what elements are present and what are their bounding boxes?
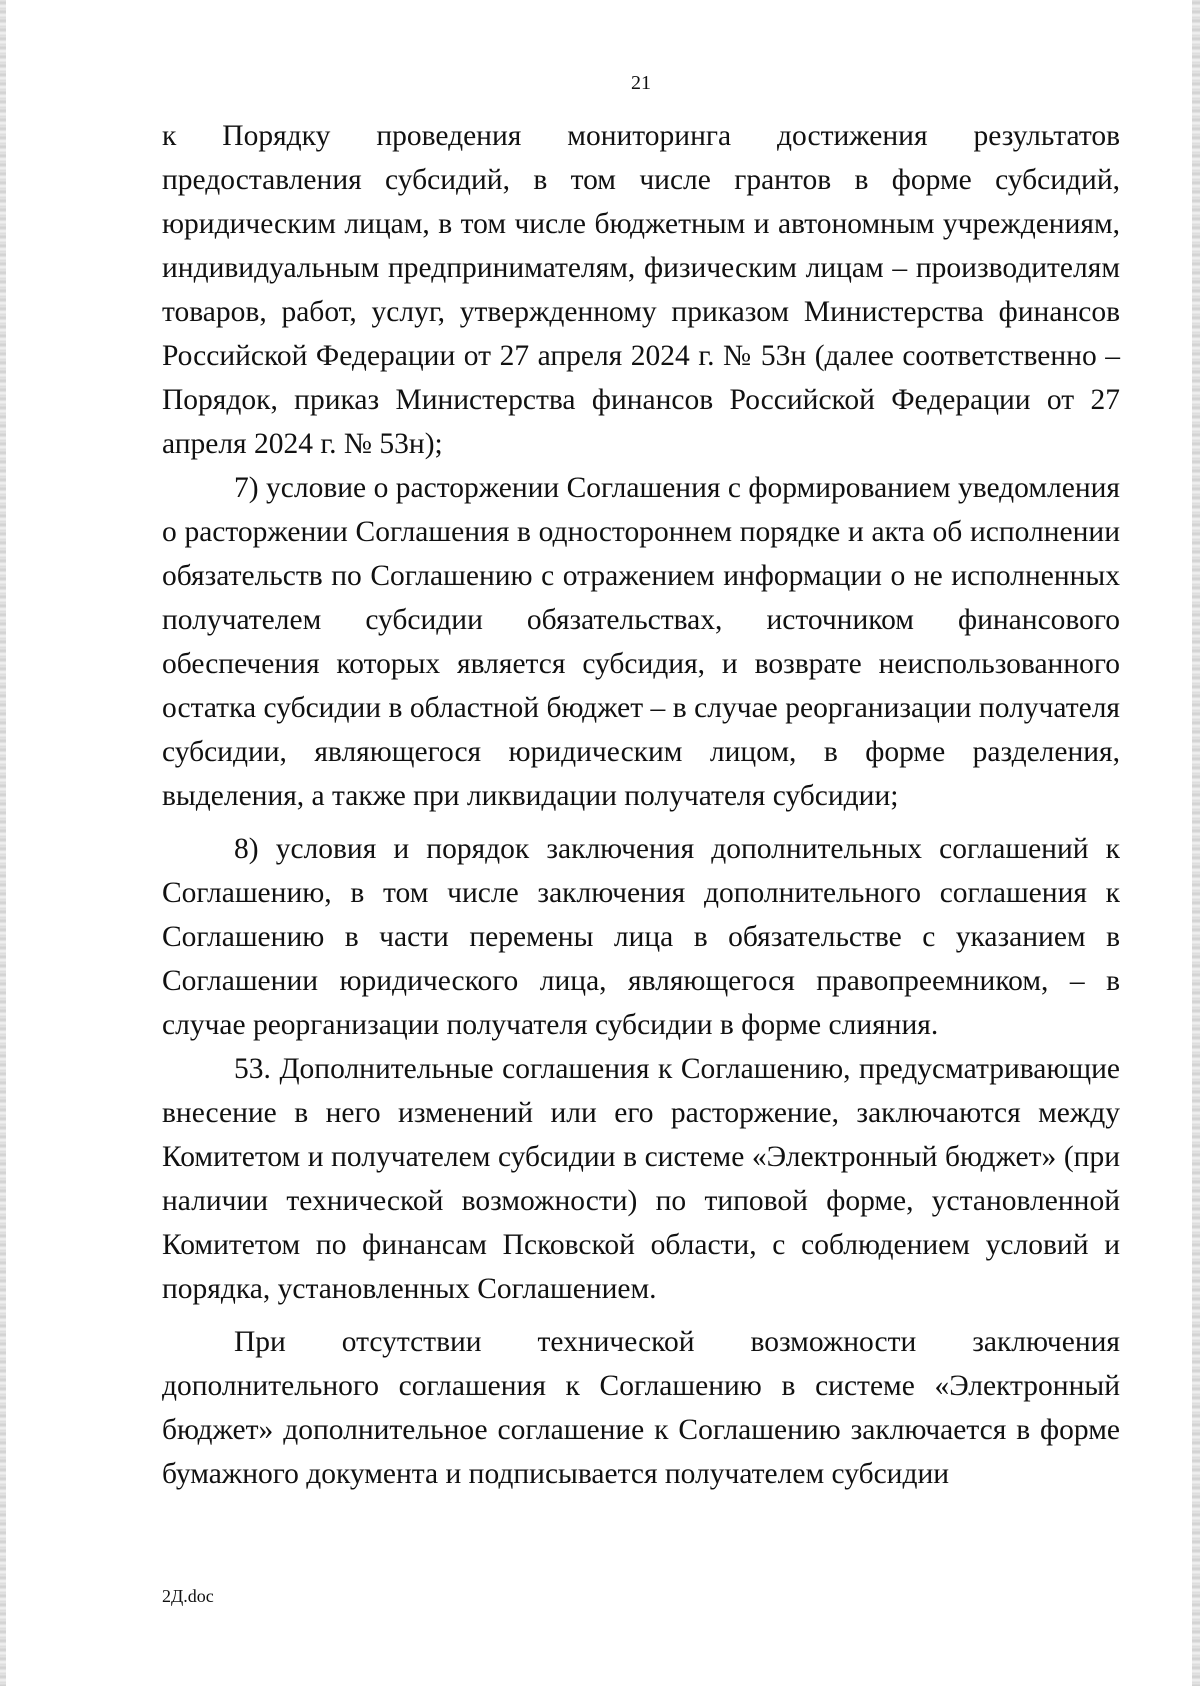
file-name-footer: 2Д.doc <box>162 1586 214 1606</box>
paragraph-item-7: 7) условие о расторжении Соглашения с формированием уведомления о расторжении Соглашения в одностороннем порядке и акта об исполнении обязательств по Соглашению с отражением информации о не исполненных получателем субсидии обязательствах, источником финансового обеспечения которых является субсидия, и возврате неиспользованного остатка субсидии в областной бюджет – в случае реорганизации получателя субсидии, являющегося юридическим лицом, в форме разделения, выделения, а также при ликвидации получателя субсидии; <box>162 472 1120 812</box>
paragraph-no-technical-possibility: При отсутствии технической возможности заключения дополнительного соглашения к Соглашению в системе «Электронный бюджет» дополнительное соглашение к Соглашению заключается в форме бумажного документа и подписывается получателем субсидии <box>162 1326 1120 1490</box>
page-number: 21 <box>631 72 651 94</box>
scan-edge-left <box>0 0 6 1686</box>
paragraph-continuation: к Порядку проведения мониторинга достижения результатов предоставления субсидий, в том числе грантов в форме субсидий, юридическим лицам, в том числе бюджетным и автономным учреждениям, индивидуальным предпринимателям, физическим лицам – производителям товаров, работ, услуг, утвержденному приказом Министерства финансов Российской Федерации от 27 апреля 2024 г. № 53н (далее соответственно – Порядок, приказ Министерства финансов Российской Федерации от 27 апреля 2024 г. № 53н); <box>162 120 1120 460</box>
paragraph-clause-53: 53. Дополнительные соглашения к Соглашению, предусматривающие внесение в него изменений или его расторжение, заключаются между Комитетом и получателем субсидии в системе «Электронный бюджет» (при наличии технической возможности) по типовой форме, установленной Комитетом по финансам Псковской области, с соблюдением условий и порядка, установленных Соглашением. <box>162 1053 1120 1305</box>
document-body <box>162 114 1120 1496</box>
scan-edge-right <box>1192 0 1200 1686</box>
paragraph-item-8: 8) условия и порядок заключения дополнительных соглашений к Соглашению, в том числе заключения дополнительного соглашения к Соглашению в части перемены лица в обязательстве с указанием в Соглашении юридического лица, являющегося правопреемником, – в случае реорганизации получателя субсидии в форме слияния. <box>162 833 1120 1041</box>
